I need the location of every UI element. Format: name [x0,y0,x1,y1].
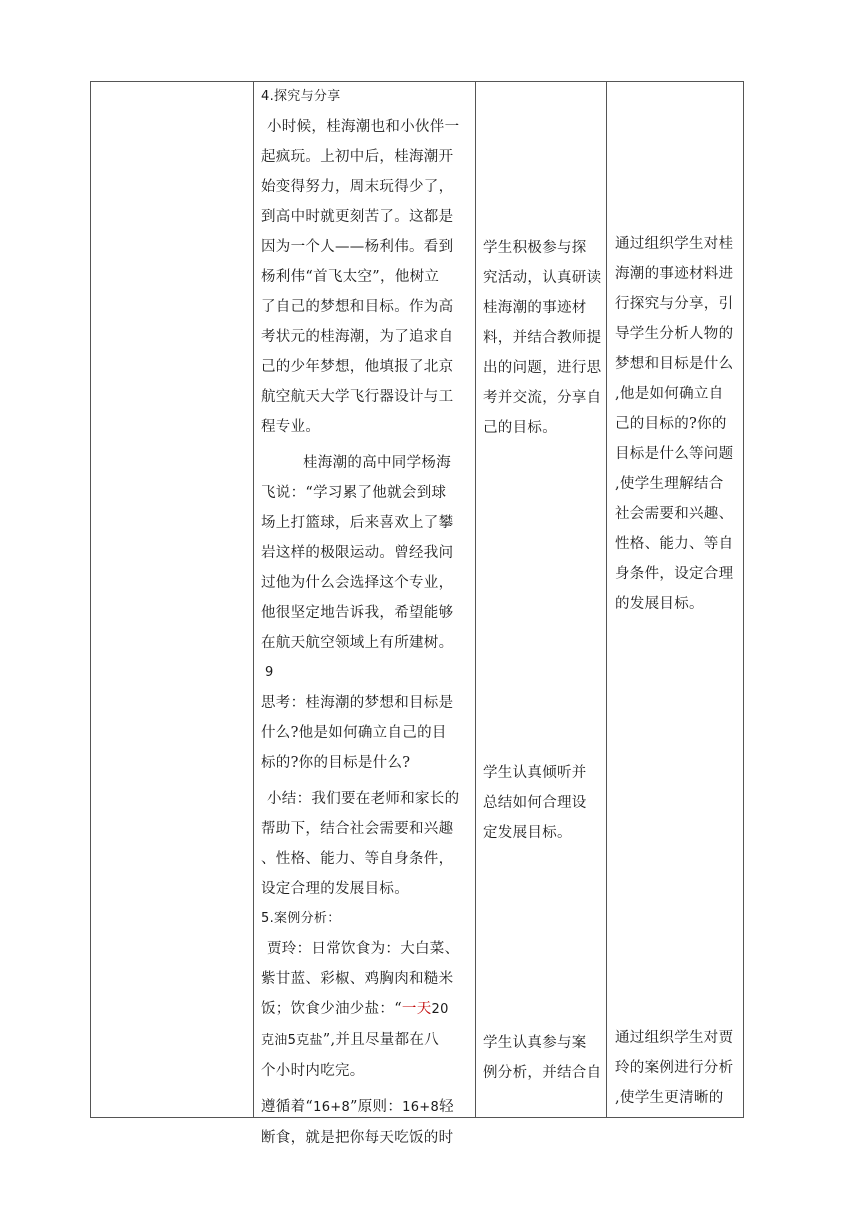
text-line: 桂海潮的高中同学杨海 [303,455,451,471]
text-line: ,使学生理解结合 [615,476,724,492]
text-segment: ”原则： [350,1099,403,1115]
text-line: 己的目标的?你的 [615,416,727,432]
text-line: 、性格、能力、等自身条件， [261,851,454,867]
text-line: 航空航天大学飞行器设计与工 [261,389,454,405]
text-line: 贾玲：日常饮食为：大白菜、 [267,941,460,957]
think-question [261,688,475,778]
number-text: 克油5克盐 [261,1033,323,1048]
column-divider [475,82,476,1117]
text-line: 定发展目标。 [483,825,572,841]
text-line: 考状元的桂海潮，为了追求自 [261,329,454,345]
text-line [261,1025,475,1056]
number-text: 16+8 [402,1100,440,1115]
text-line: 标的?你的目标是什么? [261,755,411,771]
text-line: 学生积极参与探 [483,240,587,256]
text-line: ,使学生更清晰的 [615,1090,724,1106]
summary-paragraph [261,784,475,904]
text-line: 导学生分析人物的 [615,326,734,342]
case-paragraph [261,934,475,1086]
number-text: 20 [431,1002,449,1017]
text-line: 到高中时就更刻苦了。这都是 [261,209,454,225]
design-intent-1 [615,229,739,619]
rule-paragraph [261,1092,475,1153]
story-paragraph-2 [261,448,475,658]
text-line: 海潮的事迹材料进 [615,266,734,282]
text-line: 个小时内吃完。 [261,1063,365,1079]
text-line: ,他是如何确立自 [615,386,724,402]
text-line: 岩这样的极限运动。曾经我问 [261,545,454,561]
text-line: 始变得努力，周末玩得少了， [261,179,454,195]
text-line [261,994,475,1025]
text-line: 杨利伟“首飞太空”，他树立 [261,269,440,285]
text-line: 因为一个人——杨利伟。看到 [261,239,454,255]
text-line: 身条件，设定合理 [615,566,734,582]
text-line: 料，并结合教师提 [483,330,602,346]
text-line: 考并交流，分享自 [483,390,602,406]
text-line: 紫甘蓝、彩椒、鸡胸肉和糙米 [261,971,454,987]
text-line: 过他为什么会选择这个专业， [261,575,454,591]
text-line: 他很坚定地告诉我，希望能够 [261,605,454,621]
text-segment: ”,并且尽量都在八 [322,1032,440,1048]
highlighted-text: 一天 [401,1001,432,1017]
text-line: 程专业。 [261,419,321,435]
text-line: 在航天航空领域上有所建树。 [261,635,454,651]
text-line: 梦想和目标是什么 [615,356,734,372]
text-line: 总结如何合理设 [483,795,587,811]
text-line: 玲的案例进行分析 [615,1060,734,1076]
text-line: 的发展目标。 [615,596,704,612]
text-line: 行探究与分享，引 [615,296,734,312]
text-line: 了自己的梦想和目标。作为高 [261,299,454,315]
text-line: 什么?他是如何确立自己的目 [261,725,447,741]
text-line: 场上打篮球，后来喜欢上了攀 [261,515,454,531]
text-segment: 轻 [439,1099,454,1115]
text-line: 思考：桂海潮的梦想和目标是 [261,695,454,711]
text-line: 性格、能力、等自 [615,536,734,552]
text-line [261,1092,475,1123]
text-line: 桂海潮的事迹材 [483,300,587,316]
text-line: 究活动，认真研读 [483,270,602,286]
text-line: 起疯玩。上初中后，桂海潮开 [261,149,454,165]
section-4-title: 4.探究与分享 [261,89,341,104]
text-line: 飞说：“学习累了他就会到球 [261,485,447,501]
text-line: 设定合理的发展目标。 [261,881,409,897]
number-text: 16+8 [313,1100,351,1115]
text-line: 己的少年梦想，他填报了北京 [261,359,454,375]
student-activity-3 [483,1028,607,1088]
teaching-content-cell [257,82,475,1153]
stray-number: 9 [265,665,274,680]
text-segment: 遵循着“ [261,1099,314,1115]
text-line: 小结：我们要在老师和家长的 [267,791,460,807]
text-line: 目标是什么等问题 [615,446,734,462]
text-line: 社会需要和兴趣、 [615,506,734,522]
text-line: 学生认真倾听并 [483,765,587,781]
text-line: 断食，就是把你每天吃饭的时 [261,1130,454,1146]
text-line: 通过组织学生对桂 [615,236,734,252]
text-segment: 饭；饮食少油少盐：“ [261,1001,402,1017]
text-line: 学生认真参与案 [483,1035,587,1051]
text-line: 帮助下，结合社会需要和兴趣 [261,821,454,837]
text-line: 小时候，桂海潮也和小伙伴一 [267,119,460,135]
text-line: 通过组织学生对贾 [615,1030,734,1046]
text-line: 出的问题，进行思 [483,360,602,376]
student-activity-1 [483,233,607,443]
story-paragraph-1 [261,112,475,442]
design-intent-2 [615,1023,739,1113]
text-line: 己的目标。 [483,420,557,436]
section-5-title: 5.案例分析： [261,911,341,926]
text-line: 例分析，并结合自 [483,1065,602,1081]
student-activity-2 [483,758,607,848]
column-divider [253,82,254,1117]
lesson-plan-table [90,81,744,1146]
